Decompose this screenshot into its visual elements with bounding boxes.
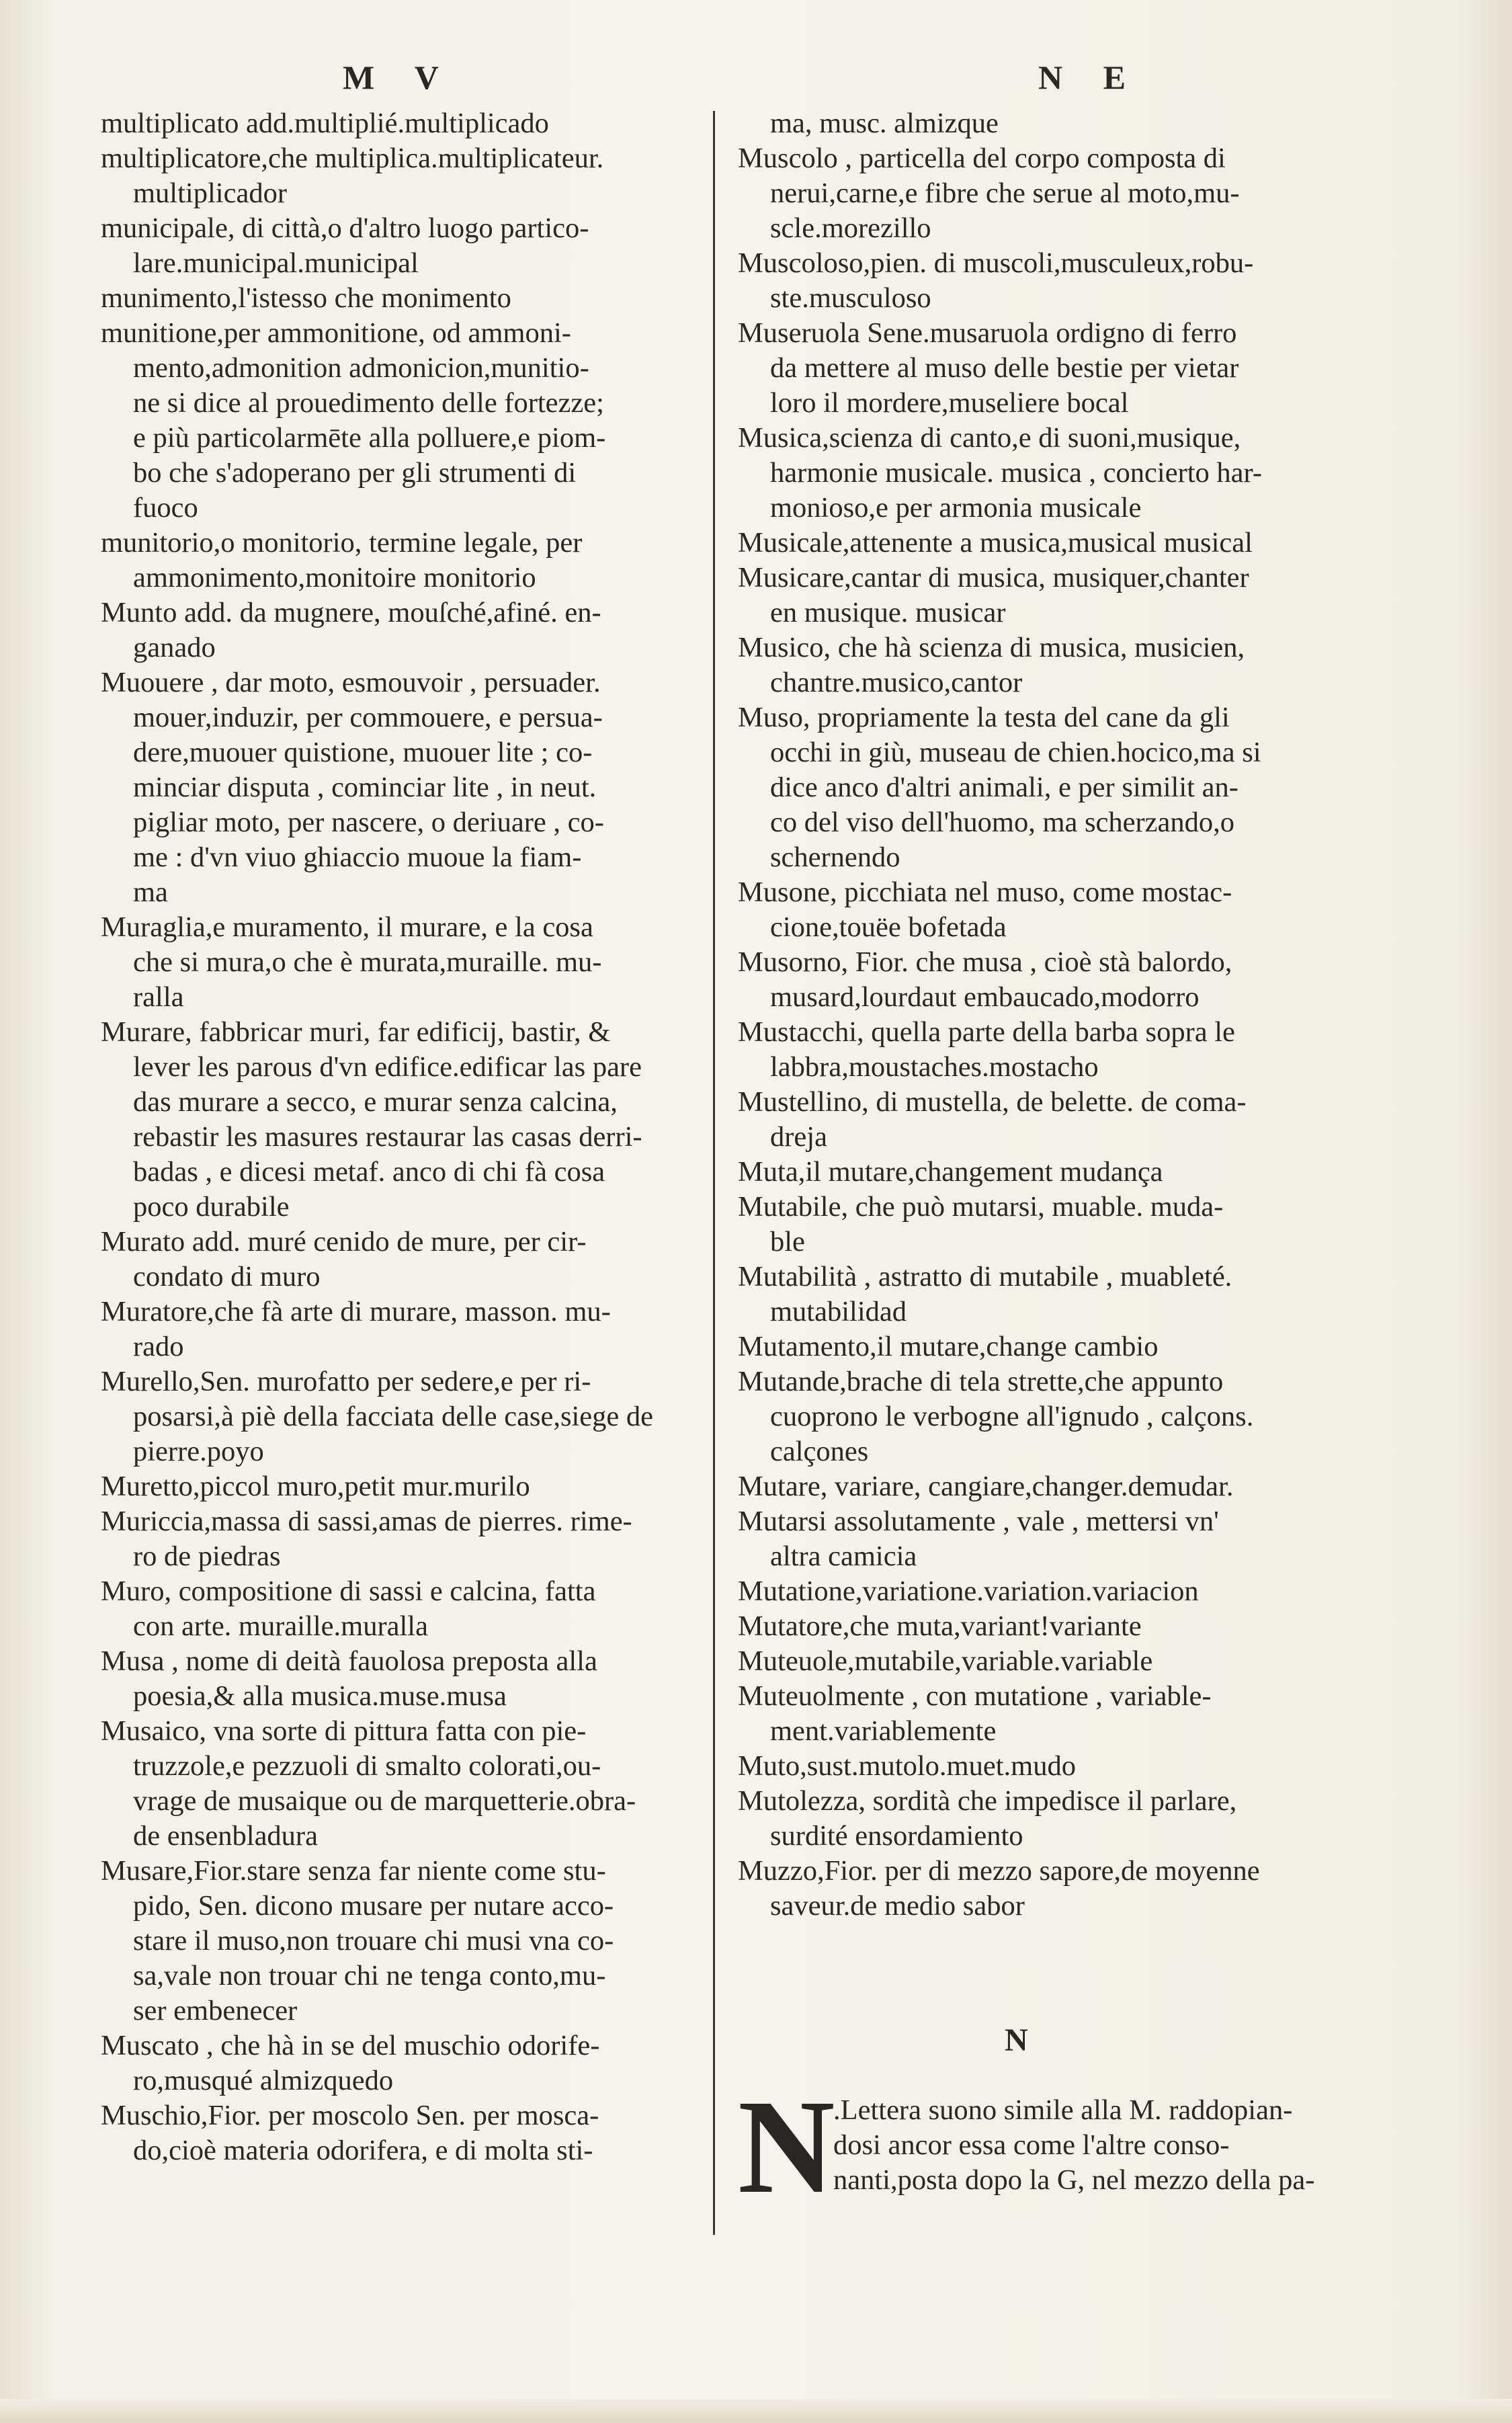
dictionary-line: das murare a secco, e murar senza calcina,: [133, 1086, 618, 1118]
paragraph-line: dosi ancor essa come l'altre conso-: [833, 2129, 1230, 2161]
dictionary-line: Musorno, Fior. che musa , cioè stà balordo,: [738, 946, 1232, 978]
dictionary-line: fuoco: [133, 492, 198, 524]
page-bottom-edge: [0, 2399, 1512, 2423]
dictionary-line: chantre.musico,cantor: [770, 667, 1023, 698]
dictionary-line: Muzzo,Fior. per di mezzo sapore,de moyenne: [738, 1855, 1260, 1887]
dictionary-line: Murato add. muré cenido de mure, per cir-: [101, 1226, 587, 1258]
dictionary-line: Murare, fabbricar muri, far edificij, bastir, &: [101, 1016, 611, 1048]
paragraph-line: .Lettera suono simile alla M. raddopian-: [833, 2094, 1293, 2126]
dictionary-line: Musicare,cantar di musica, musiquer,chanter: [738, 562, 1249, 593]
dictionary-line: Muta,il mutare,changement mudança: [738, 1156, 1163, 1188]
dictionary-line: Muschio,Fior. per moscolo Sen. per mosca-: [101, 2100, 599, 2131]
dictionary-line: mutabilidad: [770, 1296, 907, 1327]
dictionary-line: municipale, di città,o d'altro luogo partico-: [101, 212, 589, 244]
running-header-right: N E: [1038, 58, 1142, 96]
dictionary-line: en musique. musicar: [770, 597, 1006, 628]
column-divider: [713, 111, 715, 2235]
dictionary-line: Munto add. da mugnere, mouſché,afiné. en-: [101, 597, 601, 628]
drop-cap: N: [738, 2073, 835, 2221]
dictionary-line: scle.morezillo: [770, 212, 931, 244]
dictionary-line: Mutatione,variatione.variation.variacion: [738, 1575, 1199, 1607]
dictionary-line: multiplicatore,che multiplica.multiplicateur.: [101, 142, 604, 174]
dictionary-line: Musa , nome di deità fauolosa preposta alla: [101, 1645, 597, 1677]
dictionary-line: che si mura,o che è murata,muraille. mu-: [133, 946, 602, 978]
dictionary-line: Mutande,brache di tela strette,che appunto: [738, 1366, 1224, 1397]
dictionary-line: saveur.de medio sabor: [770, 1890, 1025, 1922]
dictionary-line: me : d'vn viuo ghiaccio muoue la fiam-: [133, 841, 582, 873]
dictionary-line: munimento,l'istesso che monimento: [101, 282, 511, 314]
dictionary-line: ne si dice al prouedimento delle fortezze;: [133, 387, 604, 419]
dictionary-line: Muscoloso,pien. di muscoli,musculeux,robu-: [738, 247, 1254, 279]
dictionary-line: da mettere al muso delle bestie per vietar: [770, 352, 1239, 384]
dictionary-line: occhi in giù, museau de chien.hocico,ma si: [770, 737, 1261, 768]
dictionary-line: Muriccia,massa di sassi,amas de pierres. rime-: [101, 1506, 632, 1537]
dictionary-line: Museruola Sene.musaruola ordigno di ferro: [738, 317, 1237, 349]
dictionary-line: dreja: [770, 1121, 827, 1153]
dictionary-line: ser embenecer: [133, 1995, 298, 2026]
dictionary-line: e più particolarmēte alla polluere,e piom-: [133, 422, 606, 454]
dictionary-line: harmonie musicale. musica , concierto har-: [770, 457, 1262, 489]
dictionary-line: Musica,scienza di canto,e di suoni,musique,: [738, 422, 1241, 454]
left-column: [101, 106, 706, 2168]
dictionary-line: labbra,moustaches.mostacho: [770, 1051, 1099, 1083]
dictionary-line: Mutare, variare, cangiare,changer.demudar.: [738, 1471, 1234, 1502]
dictionary-line: con arte. muraille.muralla: [133, 1610, 428, 1642]
dictionary-line: poco durabile: [133, 1191, 290, 1223]
dictionary-line: ammonimento,monitoire monitorio: [133, 562, 536, 593]
dictionary-line: poesia,& alla musica.muse.musa: [133, 1680, 507, 1712]
dictionary-line: ma, musc. almizque: [770, 108, 999, 139]
dictionary-line: lever les parous d'vn edifice.edificar las pare: [133, 1051, 642, 1083]
dictionary-line: multiplicato add.multiplié.multiplicado: [101, 108, 549, 139]
dictionary-line: monioso,e per armonia musicale: [770, 492, 1142, 524]
dictionary-line: vrage de musaique ou de marquetterie.obra-: [133, 1785, 636, 1817]
dictionary-line: Muso, propriamente la testa del cane da gli: [738, 702, 1230, 733]
dictionary-line: Musare,Fior.stare senza far niente come stu-: [101, 1855, 606, 1887]
dictionary-line: pierre.poyo: [133, 1436, 264, 1467]
dictionary-line: munitorio,o monitorio, termine legale, per: [101, 527, 583, 559]
dictionary-line: Mutatore,che muta,variant!variante: [738, 1610, 1142, 1642]
dictionary-line: do,cioè materia odorifera, e di molta sti-: [133, 2135, 593, 2166]
dictionary-line: dere,muouer quistione, muouer lite ; co-: [133, 737, 593, 768]
dictionary-line: Mutolezza, sordità che impedisce il parlare,: [738, 1785, 1237, 1817]
paragraph-line: nanti,posta dopo la G, nel mezzo della pa-: [833, 2164, 1315, 2196]
dictionary-line: munitione,per ammonitione, od ammoni-: [101, 317, 571, 349]
dictionary-line: ro de piedras: [133, 1541, 281, 1572]
dictionary-line: Mutabile, che può mutarsi, muable. muda-: [738, 1191, 1224, 1223]
section-heading-letter: N: [1005, 2022, 1031, 2058]
dictionary-line: ro,musqué almizquedo: [133, 2065, 394, 2096]
dictionary-line: loro il mordere,museliere bocal: [770, 387, 1129, 419]
dictionary-line: ment.variablemente: [770, 1715, 997, 1747]
running-header-left: M V: [343, 58, 455, 96]
dictionary-line: Musicale,attenente a musica,musical musical: [738, 527, 1253, 559]
dictionary-line: ralla: [133, 981, 184, 1013]
dictionary-line: Musaico, vna sorte di pittura fatta con pie-: [101, 1715, 587, 1747]
dictionary-line: Mustacchi, quella parte della barba sopra le: [738, 1016, 1235, 1048]
dictionary-line: lare.municipal.municipal: [133, 247, 419, 279]
dictionary-line: Muraglia,e muramento, il murare, e la cosa: [101, 911, 593, 943]
dictionary-line: multiplicador: [133, 177, 287, 209]
dictionary-line: Muto,sust.mutolo.muet.mudo: [738, 1750, 1076, 1782]
dictionary-line: calçones: [770, 1436, 869, 1467]
dictionary-line: musard,lourdaut embaucado,modorro: [770, 981, 1200, 1013]
dictionary-line: Muretto,piccol muro,petit mur.murilo: [101, 1471, 530, 1502]
dictionary-line: Mutabilità , astratto di mutabile , muableté.: [738, 1261, 1232, 1292]
dictionary-line: minciar disputa , cominciar lite , in neut.: [133, 772, 597, 803]
dictionary-line: ma: [133, 876, 168, 908]
dictionary-line: truzzole,e pezzuoli di smalto colorati,ou-: [133, 1750, 601, 1782]
dictionary-line: Muouere , dar moto, esmouvoir , persuader.: [101, 667, 601, 698]
dictionary-line: cuoprono le verbogne all'ignudo , calçons.: [770, 1401, 1254, 1432]
dictionary-line: cione,touëe bofetada: [770, 911, 1007, 943]
dictionary-line: Mutarsi assolutamente , vale , mettersi vn': [738, 1506, 1219, 1537]
dictionary-line: mouer,induzir, per commouere, e persua-: [133, 702, 603, 733]
dictionary-line: altra camicia: [770, 1541, 917, 1572]
dictionary-line: badas , e dicesi metaf. anco di chi fà cosa: [133, 1156, 605, 1188]
dictionary-line: mento,admonition admonicion,munitio-: [133, 352, 589, 384]
dictionary-line: Murello,Sen. murofatto per sedere,e per ri-: [101, 1366, 591, 1397]
dictionary-line: ble: [770, 1226, 805, 1258]
dictionary-line: dice anco d'altri animali, e per similit an-: [770, 772, 1238, 803]
dictionary-line: rado: [133, 1331, 184, 1362]
dictionary-line: pido, Sen. dicono musare per nutare acco-: [133, 1890, 614, 1922]
dictionary-line: bo che s'adoperano per gli strumenti di: [133, 457, 577, 489]
dictionary-line: ganado: [133, 632, 216, 663]
dictionary-line: condato di muro: [133, 1261, 321, 1292]
dictionary-line: sa,vale non trouar chi ne tenga conto,mu-: [133, 1960, 606, 1991]
dictionary-line: Muteuolmente , con mutatione , variable-: [738, 1680, 1212, 1712]
dictionary-line: pigliar moto, per nascere, o deriuare , co-: [133, 807, 604, 838]
dictionary-line: Mustellino, di mustella, de belette. de coma-: [738, 1086, 1247, 1118]
dictionary-line: rebastir les masures restaurar las casas derri-: [133, 1121, 642, 1153]
dictionary-line: de ensenbladura: [133, 1820, 318, 1852]
dictionary-line: Muteuole,mutabile,variable.variable: [738, 1645, 1153, 1677]
dictionary-line: Musone, picchiata nel muso, come mostac-: [738, 876, 1232, 908]
dictionary-line: co del viso dell'huomo, ma scherzando,o: [770, 807, 1235, 838]
dictionary-line: Muscato , che hà in se del muschio odorife-: [101, 2030, 600, 2061]
dictionary-line: Muratore,che fà arte di murare, masson. mu-: [101, 1296, 611, 1327]
dictionary-line: nerui,carne,e fibre che serue al moto,mu-: [770, 177, 1240, 209]
right-column: [738, 106, 1356, 1924]
dictionary-line: Muscolo , particella del corpo composta di: [738, 142, 1226, 174]
dictionary-line: Muro, compositione di sassi e calcina, fatta: [101, 1575, 596, 1607]
dictionary-line: posarsi,à piè della facciata delle case,siege de: [133, 1401, 654, 1432]
dictionary-line: schernendo: [770, 841, 900, 873]
dictionary-line: Mutamento,il mutare,change cambio: [738, 1331, 1159, 1362]
dictionary-line: stare il muso,non trouare chi musi vna co-: [133, 1925, 614, 1957]
dictionary-line: surdité ensordamiento: [770, 1820, 1023, 1852]
dictionary-line: ste.musculoso: [770, 282, 931, 314]
section-paragraph: [833, 2093, 1357, 2198]
dictionary-line: Musico, che hà scienza di musica, musicien,: [738, 632, 1245, 663]
